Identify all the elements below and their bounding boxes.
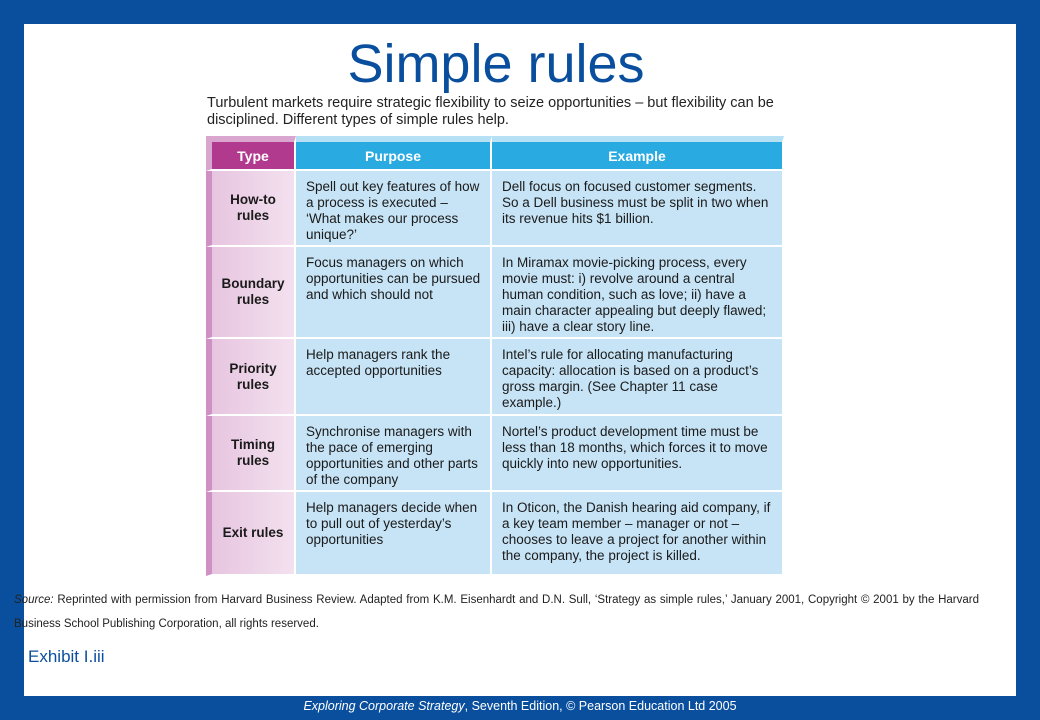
row-example-how-to: Dell focus on focused customer segments. So a Dell business must be split in two when its revenue hits $1 billion.: [492, 171, 784, 247]
footer-book-title: Exploring Corporate Strategy: [303, 699, 465, 713]
row-type-priority: Priority rules: [206, 339, 296, 416]
source-text: Reprinted with permission from Harvard Business Review. Adapted from K.M. Eisenhardt and D.N. Sull, ‘Strategy as simple rules,’ January 2001, Copyright © 2001 by the Harvard Business School Publishing Corporation, all rights reserved.: [14, 594, 979, 630]
exhibit-label: Exhibit I.iii: [28, 647, 105, 666]
footer-edition: , Seventh Edition, © Pearson Education Ltd 2005: [464, 699, 737, 713]
header-purpose: Purpose: [296, 136, 492, 171]
footer: [0, 699, 1040, 713]
row-example-exit: In Oticon, the Danish hearing aid company, if a key team member – manager or not – chooses to leave a project for another within the company, the project is killed.: [492, 492, 784, 576]
slide-title: Simple rules: [347, 34, 645, 94]
row-purpose-boundary: Focus managers on which opportunities can be pursued and which should not: [296, 247, 492, 339]
row-type-timing: Timing rules: [206, 416, 296, 492]
source-label: Source:: [14, 594, 54, 606]
row-purpose-timing: Synchronise managers with the pace of emerging opportunities and other parts of the company: [296, 416, 492, 492]
row-type-how-to: How-to rules: [206, 171, 296, 247]
row-example-priority: Intel’s rule for allocating manufacturing capacity: allocation is based on a product’s gross margin. (See Chapter 11 case example.): [492, 339, 784, 416]
header-type: Type: [206, 136, 296, 171]
source-note: [14, 588, 979, 636]
row-purpose-exit: Help managers decide when to pull out of yesterday’s opportunities: [296, 492, 492, 576]
row-type-boundary: Boundary rules: [206, 247, 296, 339]
row-example-timing: Nortel’s product development time must be less than 18 months, which forces it to move quickly into new opportunities.: [492, 416, 784, 492]
header-example: Example: [492, 136, 784, 171]
simple-rules-table: [206, 136, 784, 576]
row-example-boundary: In Miramax movie-picking process, every movie must: i) revolve around a central human condition, such as love; ii) have a main character appealing but deeply flawed; iii) have a clear story line.: [492, 247, 784, 339]
row-type-exit: Exit rules: [206, 492, 296, 576]
row-purpose-how-to: Spell out key features of how a process is executed – ‘What makes our process unique?’: [296, 171, 492, 247]
intro-text: Turbulent markets require strategic flexibility to seize opportunities – but flexibility can be disciplined. Different types of simple rules help.: [207, 95, 774, 128]
row-purpose-priority: Help managers rank the accepted opportunities: [296, 339, 492, 416]
